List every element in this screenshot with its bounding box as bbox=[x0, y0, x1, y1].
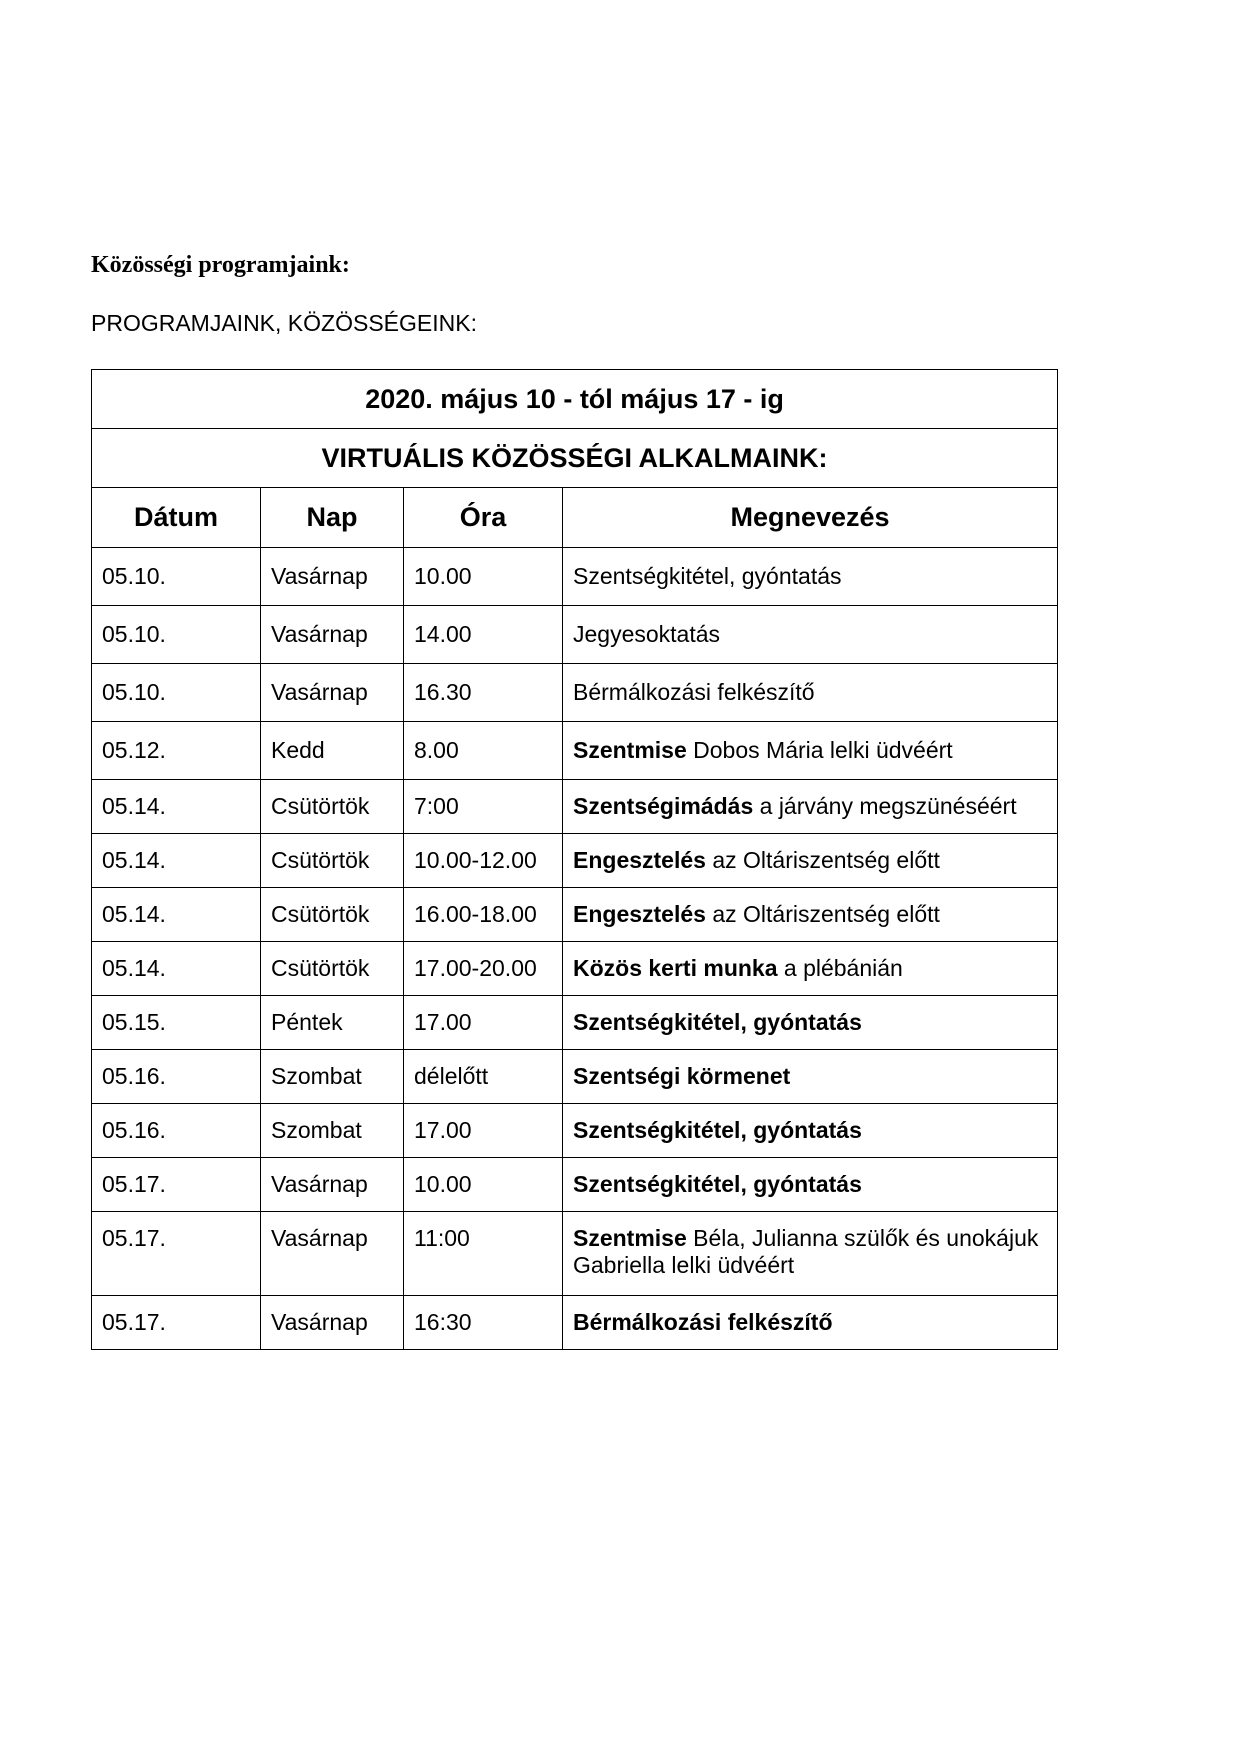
table-row bbox=[92, 888, 1058, 942]
cell-name-bold: Szentségimádás bbox=[573, 793, 754, 819]
cell-date: 05.10. bbox=[92, 606, 261, 664]
table-row bbox=[92, 606, 1058, 664]
table-row bbox=[92, 1212, 1058, 1296]
cell-time: 16.30 bbox=[404, 664, 563, 722]
cell-time: 17.00-20.00 bbox=[404, 942, 563, 996]
cell-time: 8.00 bbox=[404, 722, 563, 780]
table-row bbox=[92, 780, 1058, 834]
table-subtitle-row bbox=[92, 429, 1058, 488]
cell-name-bold: Közös kerti munka bbox=[573, 955, 778, 981]
cell-date: 05.12. bbox=[92, 722, 261, 780]
table-row bbox=[92, 996, 1058, 1050]
cell-day: Csütörtök bbox=[261, 942, 404, 996]
table-title: 2020. május 10 - tól május 17 - ig bbox=[92, 370, 1058, 429]
table-row bbox=[92, 1104, 1058, 1158]
cell-date: 05.17. bbox=[92, 1212, 261, 1296]
cell-day: Szombat bbox=[261, 1104, 404, 1158]
column-header-date: Dátum bbox=[92, 488, 261, 548]
cell-day: Vasárnap bbox=[261, 1296, 404, 1350]
cell-name bbox=[563, 1104, 1058, 1158]
cell-name bbox=[563, 996, 1058, 1050]
cell-name-rest: Dobos Mária lelki üdvéért bbox=[686, 737, 953, 763]
cell-time: délelőtt bbox=[404, 1050, 563, 1104]
cell-name-bold: Engesztelés bbox=[573, 901, 706, 927]
table-row bbox=[92, 1158, 1058, 1212]
cell-time: 16:30 bbox=[404, 1296, 563, 1350]
cell-date: 05.14. bbox=[92, 834, 261, 888]
cell-time: 16.00-18.00 bbox=[404, 888, 563, 942]
schedule-body bbox=[92, 370, 1058, 1350]
cell-date: 05.17. bbox=[92, 1296, 261, 1350]
cell-name-rest: az Oltáriszentség előtt bbox=[705, 847, 940, 873]
cell-name-rest: az Oltáriszentség előtt bbox=[705, 901, 940, 927]
cell-name bbox=[563, 834, 1058, 888]
cell-name bbox=[563, 942, 1058, 996]
cell-date: 05.14. bbox=[92, 942, 261, 996]
cell-time: 14.00 bbox=[404, 606, 563, 664]
cell-name-bold: Engesztelés bbox=[573, 847, 706, 873]
cell-day: Csütörtök bbox=[261, 834, 404, 888]
cell-day: Vasárnap bbox=[261, 1158, 404, 1212]
table-row bbox=[92, 722, 1058, 780]
cell-day: Szombat bbox=[261, 1050, 404, 1104]
cell-name-bold: Bérmálkozási felkészítő bbox=[573, 1309, 833, 1335]
cell-name bbox=[563, 1158, 1058, 1212]
cell-day: Vasárnap bbox=[261, 1212, 404, 1296]
cell-time: 10.00-12.00 bbox=[404, 834, 563, 888]
cell-name-rest: Bérmálkozási felkészítő bbox=[573, 679, 815, 705]
cell-date: 05.17. bbox=[92, 1158, 261, 1212]
cell-name bbox=[563, 888, 1058, 942]
cell-name bbox=[563, 664, 1058, 722]
cell-name-bold: Szentmise bbox=[573, 737, 687, 763]
page-subheading: PROGRAMJAINK, KÖZÖSSÉGEINK: bbox=[91, 310, 477, 336]
cell-time: 7:00 bbox=[404, 780, 563, 834]
cell-time: 10.00 bbox=[404, 548, 563, 606]
cell-day: Csütörtök bbox=[261, 780, 404, 834]
cell-day: Péntek bbox=[261, 996, 404, 1050]
cell-name bbox=[563, 1296, 1058, 1350]
table-subtitle: VIRTUÁLIS KÖZÖSSÉGI ALKALMAINK: bbox=[92, 429, 1058, 488]
cell-name-rest: a plébánián bbox=[777, 955, 903, 981]
cell-name bbox=[563, 722, 1058, 780]
cell-date: 05.10. bbox=[92, 664, 261, 722]
table-row bbox=[92, 1050, 1058, 1104]
cell-name bbox=[563, 780, 1058, 834]
cell-date: 05.16. bbox=[92, 1104, 261, 1158]
cell-name-rest: a járvány megszünéséért bbox=[753, 793, 1017, 819]
cell-date: 05.16. bbox=[92, 1050, 261, 1104]
cell-time: 10.00 bbox=[404, 1158, 563, 1212]
table-row bbox=[92, 664, 1058, 722]
cell-name-bold: Szentségkitétel, gyóntatás bbox=[573, 1117, 862, 1143]
table-row bbox=[92, 834, 1058, 888]
column-header-time: Óra bbox=[404, 488, 563, 548]
cell-name bbox=[563, 548, 1058, 606]
schedule-table bbox=[91, 369, 1058, 1350]
cell-name-rest: Jegyesoktatás bbox=[573, 621, 721, 647]
column-header-name: Megnevezés bbox=[563, 488, 1058, 548]
table-title-row bbox=[92, 370, 1058, 429]
cell-name-bold: Szentségi körmenet bbox=[573, 1063, 791, 1089]
cell-date: 05.14. bbox=[92, 888, 261, 942]
cell-name bbox=[563, 606, 1058, 664]
table-row bbox=[92, 548, 1058, 606]
cell-day: Vasárnap bbox=[261, 664, 404, 722]
cell-name bbox=[563, 1212, 1058, 1296]
cell-day: Vasárnap bbox=[261, 548, 404, 606]
cell-date: 05.14. bbox=[92, 780, 261, 834]
cell-name-rest: Béla, Julianna szülők és unokájuk Gabriella lelki üdvéért bbox=[573, 1225, 1045, 1278]
cell-time: 11:00 bbox=[404, 1212, 563, 1296]
table-row bbox=[92, 1296, 1058, 1350]
table-header-row bbox=[92, 488, 1058, 548]
cell-name-bold: Szentségkitétel, gyóntatás bbox=[573, 1171, 862, 1197]
page-heading: Közösségi programjaink: bbox=[91, 252, 350, 278]
cell-date: 05.15. bbox=[92, 996, 261, 1050]
table-row bbox=[92, 942, 1058, 996]
cell-date: 05.10. bbox=[92, 548, 261, 606]
column-header-day: Nap bbox=[261, 488, 404, 548]
cell-day: Csütörtök bbox=[261, 888, 404, 942]
cell-time: 17.00 bbox=[404, 1104, 563, 1158]
cell-day: Vasárnap bbox=[261, 606, 404, 664]
cell-name-bold: Szentmise bbox=[573, 1225, 687, 1251]
cell-name bbox=[563, 1050, 1058, 1104]
cell-name-rest: Szentségkitétel, gyóntatás bbox=[573, 563, 842, 589]
cell-day: Kedd bbox=[261, 722, 404, 780]
cell-name-bold: Szentségkitétel, gyóntatás bbox=[573, 1009, 862, 1035]
cell-time: 17.00 bbox=[404, 996, 563, 1050]
